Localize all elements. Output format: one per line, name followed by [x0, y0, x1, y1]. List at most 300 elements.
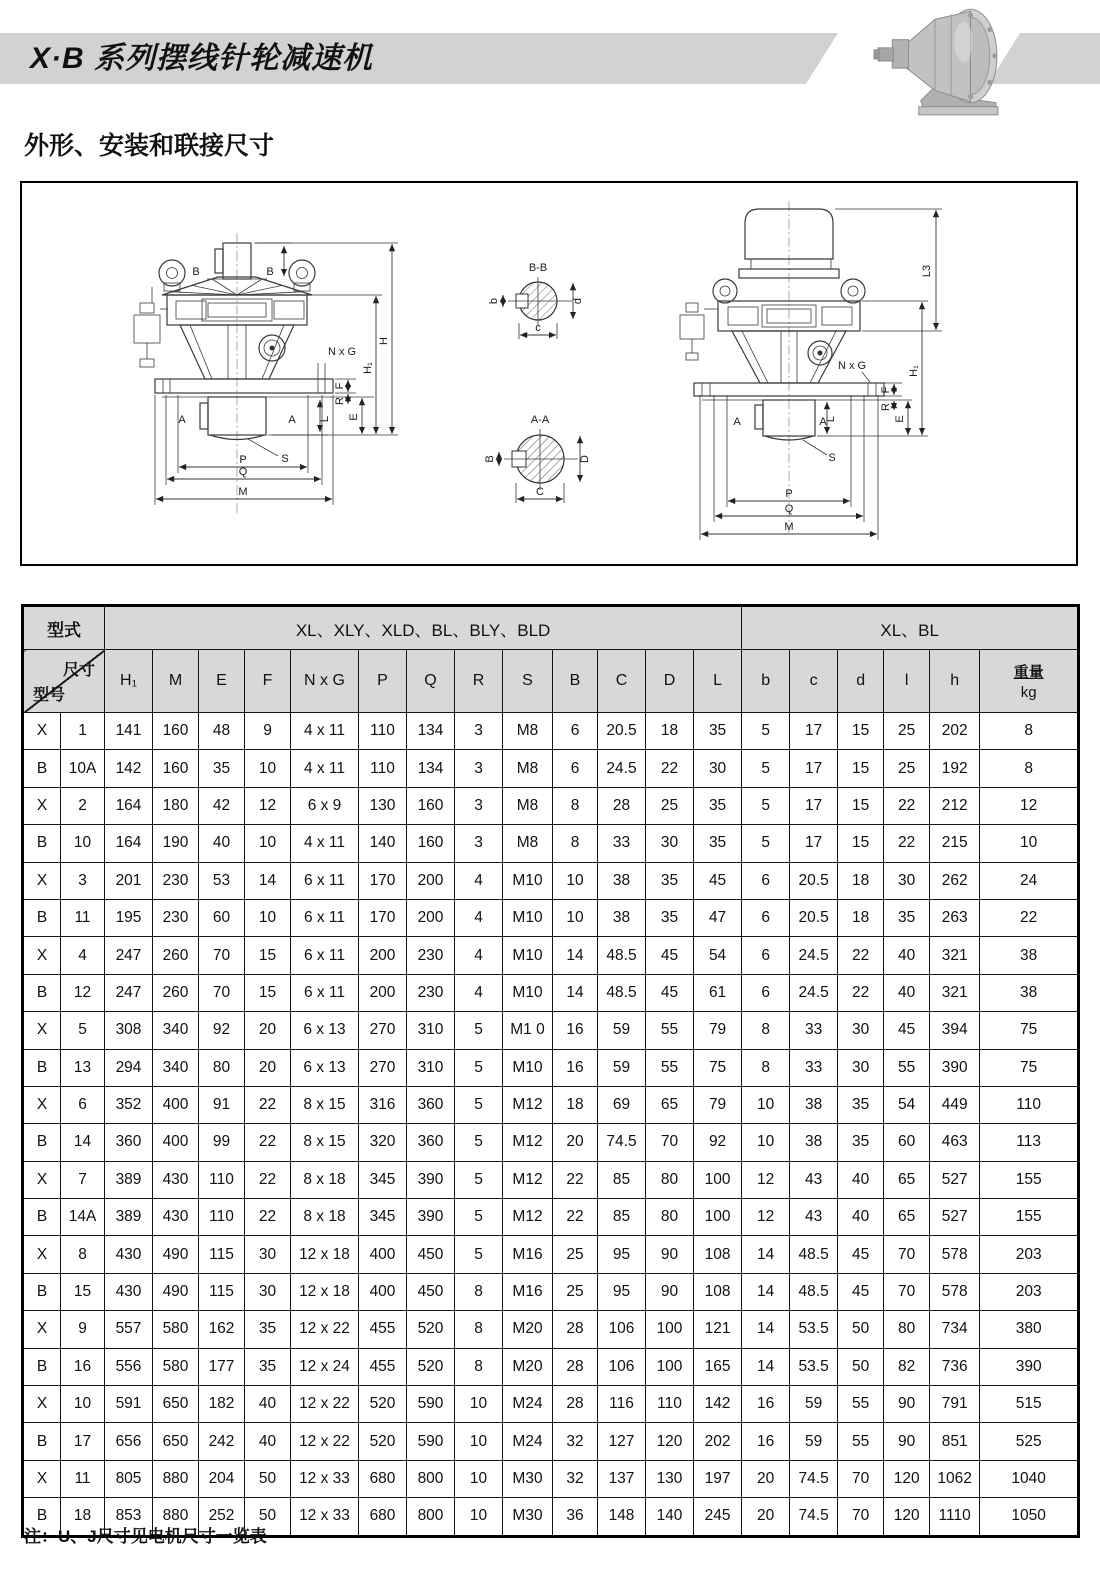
cell-value: 8: [742, 1049, 790, 1086]
cell-value: 110: [199, 1199, 245, 1236]
cell-value: 115: [199, 1273, 245, 1310]
cell-value: 345: [359, 1161, 407, 1198]
cell-value: 520: [407, 1348, 455, 1385]
cell-size: 12: [61, 974, 105, 1011]
cell-value: 47: [694, 899, 742, 936]
cell-value: 35: [199, 750, 245, 787]
cell-value: 70: [199, 937, 245, 974]
cell-value: M24: [503, 1386, 553, 1423]
table-row: [23, 974, 1079, 1011]
cell-value: 48.5: [790, 1236, 838, 1273]
cell-value: 12 x 18: [291, 1273, 359, 1310]
cell-value: 880: [153, 1460, 199, 1497]
cell-value: 121: [694, 1311, 742, 1348]
cell-value: 65: [884, 1161, 930, 1198]
table-row: [23, 787, 1079, 824]
cell-value: 578: [930, 1273, 980, 1310]
cell-value: 242: [199, 1423, 245, 1460]
cell-value: 805: [105, 1460, 153, 1497]
cell-series: X: [23, 1311, 61, 1348]
cell-value: 22: [884, 825, 930, 862]
cell-value: 10: [455, 1423, 503, 1460]
cell-value: 48: [199, 713, 245, 750]
column-header-13: b: [742, 650, 790, 713]
cell-value: M10: [503, 974, 553, 1011]
cell-value: 360: [105, 1124, 153, 1161]
cell-value: 32: [553, 1460, 598, 1497]
label-q-dim-r: Q: [784, 503, 794, 515]
cell-value: M20: [503, 1311, 553, 1348]
cell-value: 160: [407, 787, 455, 824]
cell-series: X: [23, 1386, 61, 1423]
cell-value: 45: [694, 862, 742, 899]
cell-size: 3: [61, 862, 105, 899]
cell-series: B: [23, 974, 61, 1011]
cell-value: 389: [105, 1199, 153, 1236]
cell-value: 360: [407, 1086, 455, 1123]
cell-size: 17: [61, 1423, 105, 1460]
cell-value: M30: [503, 1498, 553, 1536]
cell-value: 192: [930, 750, 980, 787]
cell-value: 50: [245, 1498, 291, 1536]
cell-value: 340: [153, 1049, 199, 1086]
cell-value: 520: [359, 1423, 407, 1460]
cell-value: 10: [742, 1086, 790, 1123]
cell-value: 14: [742, 1348, 790, 1385]
cell-value: 45: [646, 937, 694, 974]
cell-value: 65: [646, 1086, 694, 1123]
cell-series: B: [23, 1273, 61, 1310]
cell-value: 8: [980, 750, 1079, 787]
cell-value: 4 x 11: [291, 750, 359, 787]
cell-value: 43: [790, 1199, 838, 1236]
right-view-drawing: [680, 201, 942, 540]
cell-value: 116: [598, 1386, 646, 1423]
label-e-dim-r: E: [894, 415, 906, 423]
cell-value: 48.5: [598, 937, 646, 974]
cell-value: 45: [838, 1236, 884, 1273]
section-title: 外形、安装和联接尺寸: [24, 132, 275, 160]
label-a-right-r: A: [819, 416, 827, 428]
cell-value: 556: [105, 1348, 153, 1385]
cell-value: 22: [646, 750, 694, 787]
cell-series: B: [23, 750, 61, 787]
cell-value: 60: [884, 1124, 930, 1161]
cell-value: 164: [105, 825, 153, 862]
cell-value: 5: [455, 1012, 503, 1049]
cell-value: 18: [838, 862, 884, 899]
cell-value: 100: [646, 1311, 694, 1348]
cell-value: 17: [790, 750, 838, 787]
label-s-dim: S: [281, 453, 289, 465]
cell-value: 360: [407, 1124, 455, 1161]
cell-value: 12 x 33: [291, 1498, 359, 1536]
cell-value: 165: [694, 1348, 742, 1385]
cell-size: 10: [61, 825, 105, 862]
cell-value: 390: [407, 1199, 455, 1236]
cell-size: 14: [61, 1124, 105, 1161]
cell-value: 449: [930, 1086, 980, 1123]
cell-value: 12 x 22: [291, 1386, 359, 1423]
cell-value: 8 x 15: [291, 1124, 359, 1161]
cell-value: 430: [153, 1199, 199, 1236]
cell-value: 18: [838, 899, 884, 936]
cell-value: 10: [245, 750, 291, 787]
label-m-dim-r: M: [784, 521, 794, 533]
cell-value: 316: [359, 1086, 407, 1123]
cell-value: 6 x 11: [291, 862, 359, 899]
cell-value: 15: [838, 713, 884, 750]
cell-value: M16: [503, 1236, 553, 1273]
cell-value: 65: [884, 1199, 930, 1236]
cell-value: 170: [359, 862, 407, 899]
cell-value: M10: [503, 937, 553, 974]
cell-value: 32: [553, 1423, 598, 1460]
cell-value: 15: [245, 974, 291, 1011]
cell-value: 262: [930, 862, 980, 899]
cell-value: 35: [694, 825, 742, 862]
cell-value: 10: [455, 1386, 503, 1423]
cell-value: 16: [553, 1049, 598, 1086]
cell-value: 791: [930, 1386, 980, 1423]
label-r-dim: R: [334, 397, 346, 405]
cell-value: 203: [980, 1236, 1079, 1273]
cell-value: 50: [838, 1348, 884, 1385]
cell-value: 390: [407, 1161, 455, 1198]
column-header-10: C: [598, 650, 646, 713]
cell-value: 80: [646, 1161, 694, 1198]
cell-value: 40: [245, 1423, 291, 1460]
cell-value: 35: [646, 862, 694, 899]
cell-value: 800: [407, 1460, 455, 1497]
cell-value: 40: [199, 825, 245, 862]
cell-value: 8: [455, 1273, 503, 1310]
cell-value: 734: [930, 1311, 980, 1348]
cell-series: X: [23, 1236, 61, 1273]
label-b-key-dim: B: [484, 455, 496, 463]
cell-value: 14: [742, 1236, 790, 1273]
section-views: [484, 262, 591, 503]
dimension-table: [21, 604, 1080, 1538]
cell-value: 33: [790, 1012, 838, 1049]
cell-value: 853: [105, 1498, 153, 1536]
label-nxg: N x G: [328, 346, 357, 358]
cell-value: 28: [598, 787, 646, 824]
cell-value: 8: [553, 787, 598, 824]
cell-value: 17: [790, 787, 838, 824]
table-header-row-columns: [23, 650, 1079, 713]
cell-value: 30: [694, 750, 742, 787]
cell-value: 90: [884, 1423, 930, 1460]
table-row: [23, 1273, 1079, 1310]
table-row: [23, 825, 1079, 862]
cell-size: 15: [61, 1273, 105, 1310]
cell-value: M10: [503, 899, 553, 936]
label-a-left: A: [178, 414, 186, 426]
cell-value: 308: [105, 1012, 153, 1049]
table-row: [23, 1012, 1079, 1049]
cell-value: 680: [359, 1498, 407, 1536]
cell-value: 55: [646, 1012, 694, 1049]
cell-size: 7: [61, 1161, 105, 1198]
cell-value: 85: [598, 1161, 646, 1198]
table-row: [23, 1161, 1079, 1198]
cell-value: 55: [838, 1423, 884, 1460]
cell-value: 14: [742, 1273, 790, 1310]
type-header-cell: 型式: [23, 606, 105, 650]
cell-value: 90: [646, 1273, 694, 1310]
cell-size: 10: [61, 1386, 105, 1423]
cell-value: 182: [199, 1386, 245, 1423]
column-header-9: B: [553, 650, 598, 713]
cell-value: 40: [838, 1161, 884, 1198]
cell-value: 204: [199, 1460, 245, 1497]
cell-value: 14: [553, 937, 598, 974]
cell-value: 25: [553, 1236, 598, 1273]
cell-value: 74.5: [790, 1460, 838, 1497]
cell-value: 200: [359, 937, 407, 974]
table-row: [23, 937, 1079, 974]
cell-value: 340: [153, 1012, 199, 1049]
cell-value: 120: [884, 1460, 930, 1497]
cell-value: 247: [105, 974, 153, 1011]
cell-value: 110: [359, 713, 407, 750]
cell-value: 38: [598, 862, 646, 899]
cell-value: 12: [980, 787, 1079, 824]
label-c-cap-dim: C: [536, 486, 544, 498]
cell-value: 75: [980, 1012, 1079, 1049]
cell-value: 40: [245, 1386, 291, 1423]
cell-value: 260: [153, 937, 199, 974]
cell-value: 394: [930, 1012, 980, 1049]
cell-value: 155: [980, 1199, 1079, 1236]
cell-value: 80: [884, 1311, 930, 1348]
cell-value: 24.5: [598, 750, 646, 787]
column-header-5: P: [359, 650, 407, 713]
cell-value: 5: [742, 787, 790, 824]
section-bb-title: B-B: [528, 262, 548, 274]
cell-value: 230: [407, 937, 455, 974]
cell-value: 22: [980, 899, 1079, 936]
label-h1-dim-r: H₁: [908, 365, 920, 377]
label-h1-dim: H₁: [362, 362, 374, 374]
table-body: [23, 713, 1079, 1537]
corner-label-model: 型号: [33, 687, 66, 704]
cell-series: B: [23, 1423, 61, 1460]
cell-value: 463: [930, 1124, 980, 1161]
cell-value: 390: [930, 1049, 980, 1086]
group2-header-cell: XL、BL: [742, 606, 1079, 650]
table-row: [23, 1236, 1079, 1273]
cell-value: 54: [884, 1086, 930, 1123]
cell-value: 74.5: [598, 1124, 646, 1161]
cell-value: 6 x 9: [291, 787, 359, 824]
label-p-dim: P: [239, 454, 247, 466]
cell-value: 28: [553, 1386, 598, 1423]
cell-value: 20.5: [598, 713, 646, 750]
cell-value: 35: [245, 1348, 291, 1385]
label-q-dim: Q: [238, 466, 248, 478]
column-header-17: h: [930, 650, 980, 713]
cell-value: 230: [153, 862, 199, 899]
cell-value: 55: [646, 1049, 694, 1086]
cell-value: 92: [199, 1012, 245, 1049]
cell-size: 5: [61, 1012, 105, 1049]
label-a-right: A: [288, 414, 296, 426]
cell-value: 70: [884, 1236, 930, 1273]
cell-value: 130: [646, 1460, 694, 1497]
cell-value: 15: [838, 750, 884, 787]
cell-value: 4 x 11: [291, 713, 359, 750]
cell-value: 30: [838, 1012, 884, 1049]
cell-value: 170: [359, 899, 407, 936]
cell-value: 40: [838, 1199, 884, 1236]
table-row: [23, 1086, 1079, 1123]
cell-value: 24.5: [790, 974, 838, 1011]
cell-value: 160: [153, 750, 199, 787]
cell-value: 60: [199, 899, 245, 936]
weight-unit-label: kg: [1020, 684, 1037, 701]
cell-value: M8: [503, 713, 553, 750]
cell-value: 110: [646, 1386, 694, 1423]
cell-value: 212: [930, 787, 980, 824]
cell-value: 69: [598, 1086, 646, 1123]
cell-value: 5: [455, 1199, 503, 1236]
cell-value: 5: [455, 1049, 503, 1086]
cell-value: 30: [646, 825, 694, 862]
label-nxg-r: N x G: [838, 360, 867, 372]
cell-series: X: [23, 937, 61, 974]
cell-value: 35: [694, 787, 742, 824]
table-row: [23, 1124, 1079, 1161]
cell-value: 389: [105, 1161, 153, 1198]
cell-value: 162: [199, 1311, 245, 1348]
technical-drawings: [22, 183, 1076, 564]
table-header-row-groups: [23, 606, 1079, 650]
cell-value: 53.5: [790, 1311, 838, 1348]
cell-value: 321: [930, 974, 980, 1011]
cell-value: 580: [153, 1311, 199, 1348]
cell-value: 59: [790, 1423, 838, 1460]
cell-value: 12: [245, 787, 291, 824]
cell-value: 45: [884, 1012, 930, 1049]
cell-value: 90: [646, 1236, 694, 1273]
cell-value: 450: [407, 1236, 455, 1273]
cell-value: 70: [646, 1124, 694, 1161]
cell-value: 4: [455, 862, 503, 899]
cell-value: 200: [359, 974, 407, 1011]
cell-value: 591: [105, 1386, 153, 1423]
cell-value: 490: [153, 1273, 199, 1310]
cell-size: 10A: [61, 750, 105, 787]
cell-value: 230: [153, 899, 199, 936]
cell-value: 450: [407, 1273, 455, 1310]
table-row: [23, 1049, 1079, 1086]
cell-value: 12 x 22: [291, 1311, 359, 1348]
group1-header-cell: XL、XLY、XLD、BL、BLY、BLD: [105, 606, 742, 650]
footnote: 注：U、J尺寸见电机尺寸一览表: [24, 1527, 267, 1546]
cell-value: 527: [930, 1199, 980, 1236]
cell-value: M8: [503, 787, 553, 824]
cell-value: 202: [930, 713, 980, 750]
cell-series: B: [23, 825, 61, 862]
cell-value: 1110: [930, 1498, 980, 1536]
label-f-dim: F: [334, 382, 346, 390]
cell-value: 390: [980, 1348, 1079, 1385]
cell-value: 4: [455, 899, 503, 936]
header-band-right: [988, 33, 1100, 84]
cell-value: 50: [245, 1460, 291, 1497]
cell-value: 400: [153, 1086, 199, 1123]
table-row: [23, 713, 1079, 750]
cell-value: 134: [407, 750, 455, 787]
cell-value: 35: [694, 713, 742, 750]
cell-size: 14A: [61, 1199, 105, 1236]
cell-value: 38: [980, 974, 1079, 1011]
cell-series: X: [23, 713, 61, 750]
cell-value: 245: [694, 1498, 742, 1536]
cell-size: 13: [61, 1049, 105, 1086]
cell-value: 22: [884, 787, 930, 824]
cell-value: 515: [980, 1386, 1079, 1423]
cell-value: 520: [407, 1311, 455, 1348]
cell-value: 20: [553, 1124, 598, 1161]
cell-value: 10: [245, 825, 291, 862]
cell-value: 680: [359, 1460, 407, 1497]
table-row: [23, 750, 1079, 787]
cell-value: 164: [105, 787, 153, 824]
cell-value: 92: [694, 1124, 742, 1161]
cell-value: M12: [503, 1161, 553, 1198]
cell-value: 59: [598, 1012, 646, 1049]
cell-value: 100: [646, 1348, 694, 1385]
cell-value: 38: [790, 1124, 838, 1161]
table-row: [23, 1423, 1079, 1460]
cell-value: 91: [199, 1086, 245, 1123]
cell-size: 2: [61, 787, 105, 824]
cell-value: 140: [359, 825, 407, 862]
cell-value: 142: [105, 750, 153, 787]
table-row: [23, 1460, 1079, 1497]
cell-value: 18: [553, 1086, 598, 1123]
cell-value: 8: [455, 1348, 503, 1385]
cell-value: 53: [199, 862, 245, 899]
label-a-left-r: A: [733, 416, 741, 428]
cell-value: 50: [838, 1311, 884, 1348]
cell-size: 16: [61, 1348, 105, 1385]
cell-series: B: [23, 1498, 61, 1536]
cell-value: 36: [553, 1498, 598, 1536]
column-header-2: E: [199, 650, 245, 713]
cell-value: 80: [646, 1199, 694, 1236]
cell-value: 270: [359, 1012, 407, 1049]
cell-value: 12: [742, 1199, 790, 1236]
column-header-4: N x G: [291, 650, 359, 713]
label-section-mark-b-right: B: [266, 266, 274, 278]
cell-series: B: [23, 1049, 61, 1086]
cell-value: 320: [359, 1124, 407, 1161]
cell-value: 5: [455, 1124, 503, 1161]
cell-value: 16: [742, 1386, 790, 1423]
cell-value: 142: [694, 1386, 742, 1423]
cell-value: 590: [407, 1386, 455, 1423]
cell-value: 74.5: [790, 1498, 838, 1536]
cell-value: 430: [105, 1236, 153, 1273]
cell-value: 30: [245, 1236, 291, 1273]
cell-value: 108: [694, 1273, 742, 1310]
cell-value: 22: [245, 1124, 291, 1161]
column-header-1: M: [153, 650, 199, 713]
